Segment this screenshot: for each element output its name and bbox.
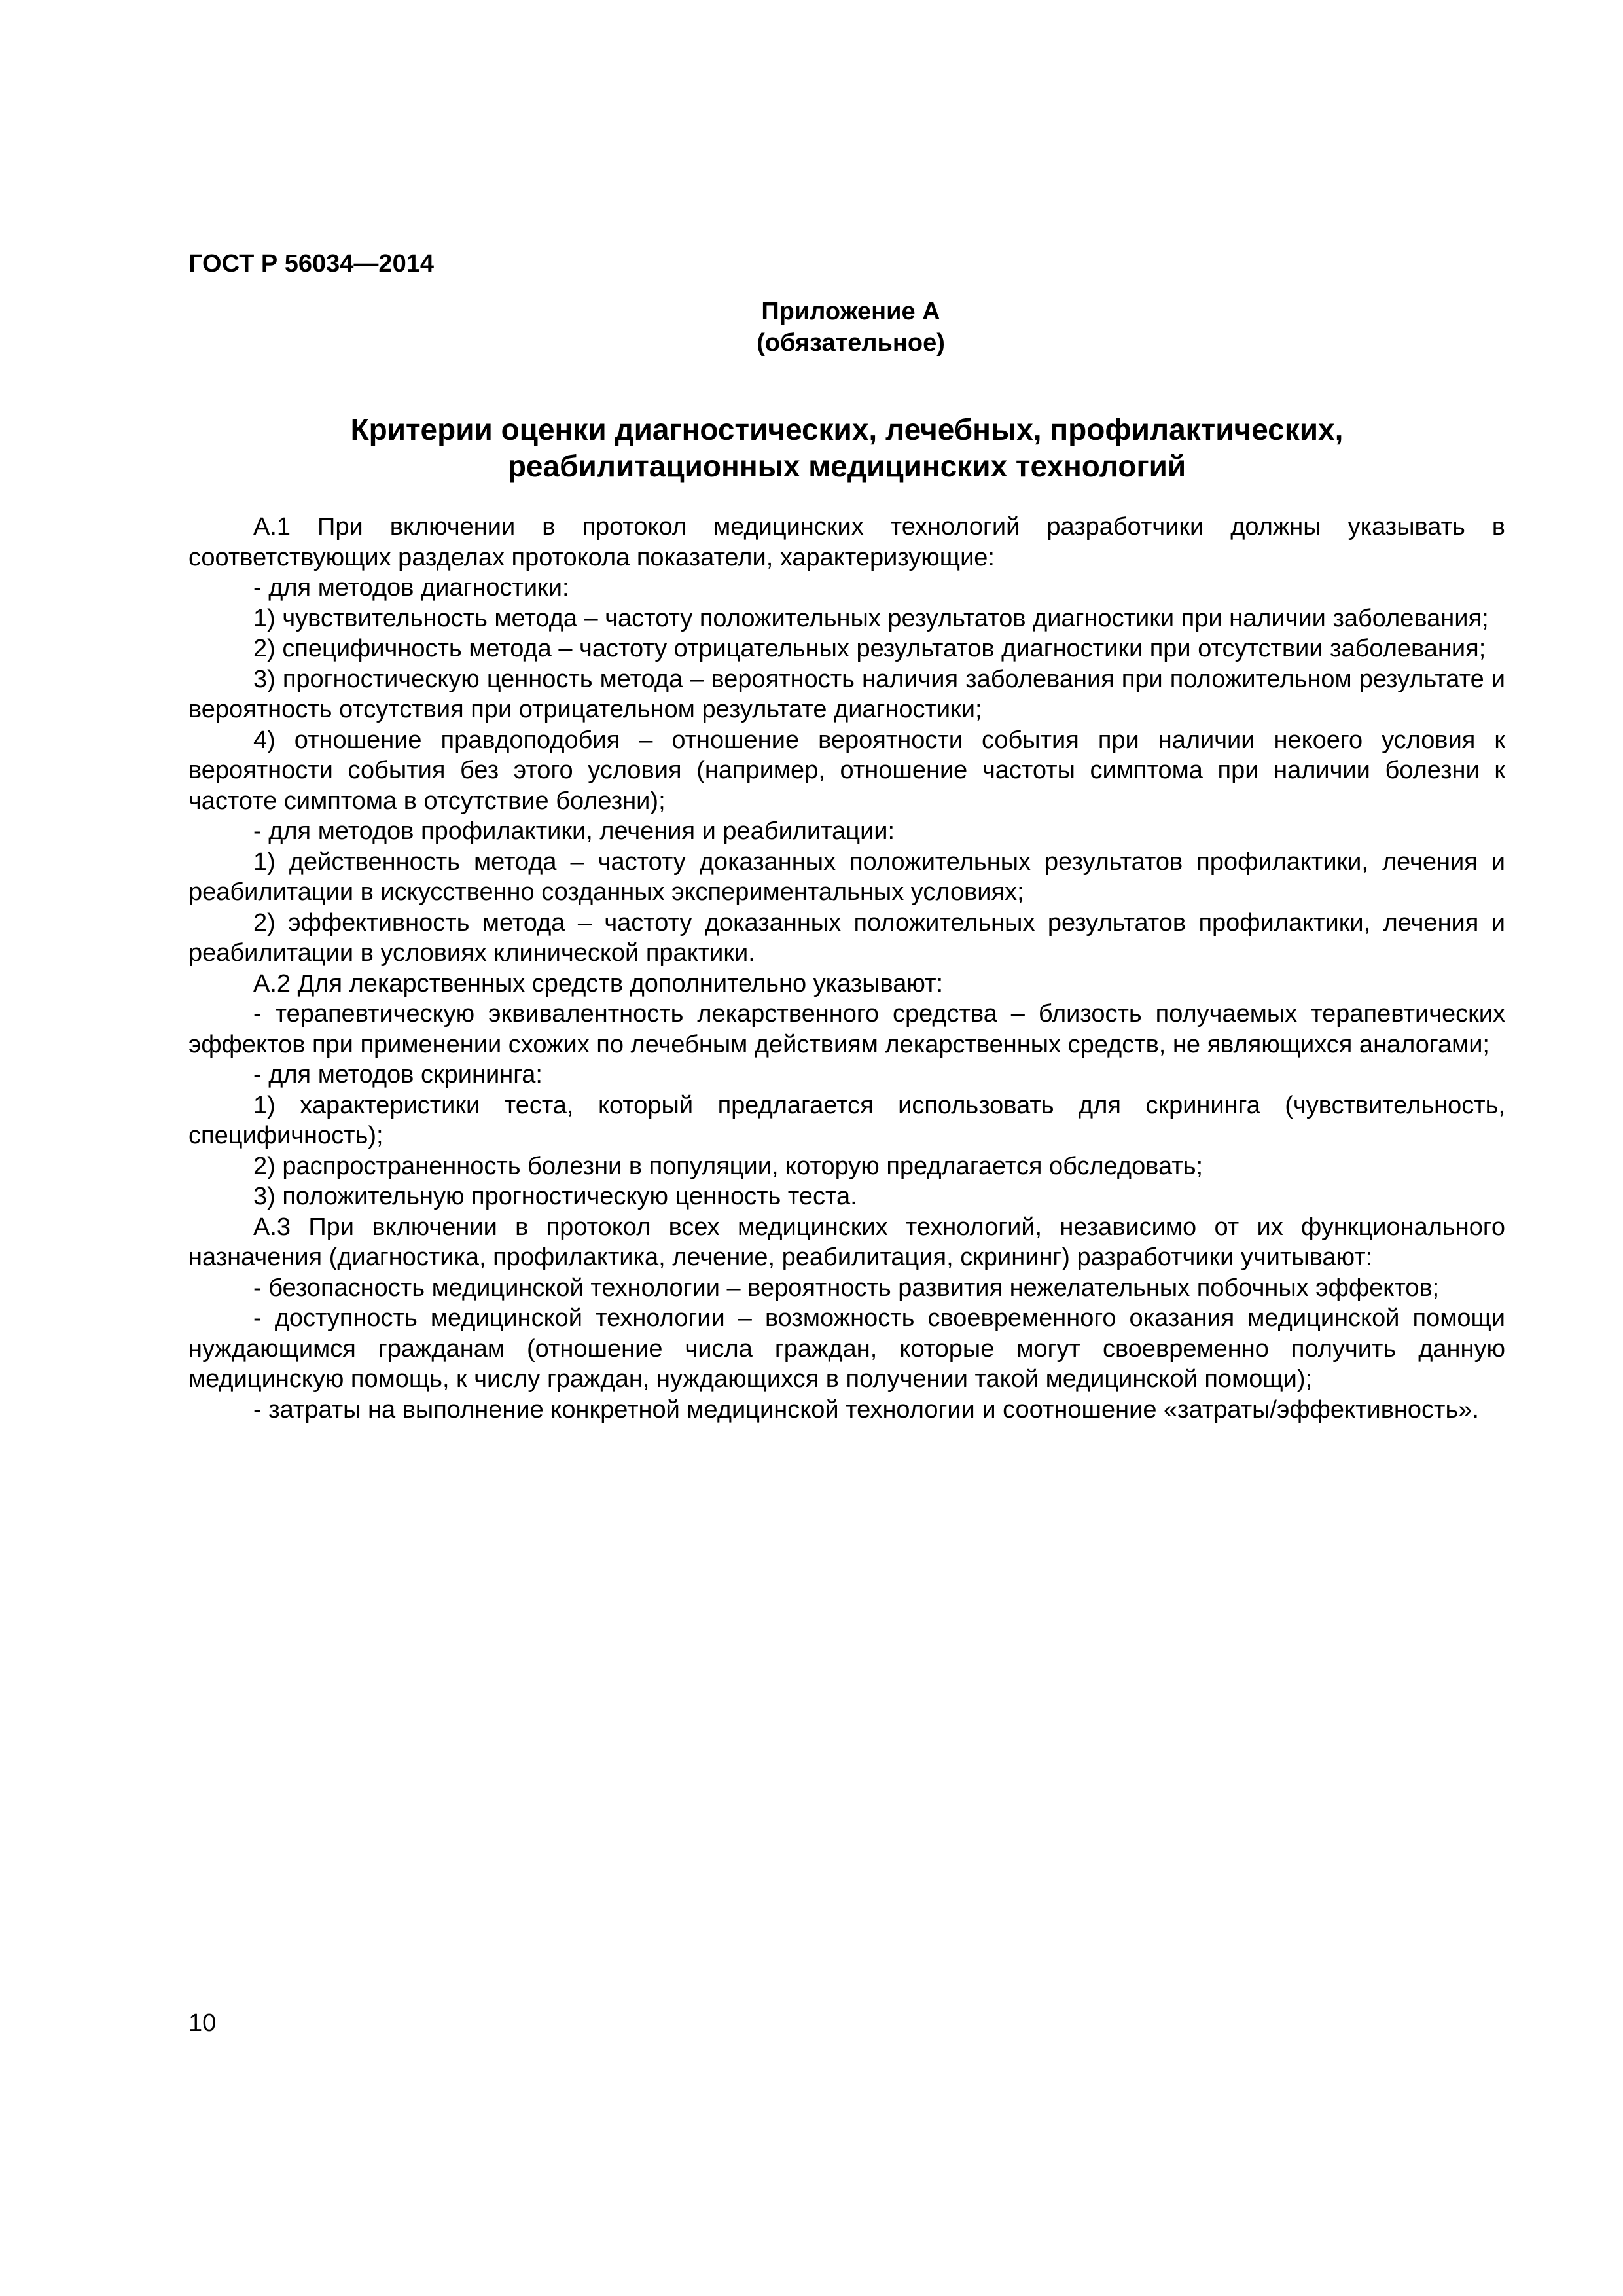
appendix-status: (обязательное) [757, 329, 945, 357]
appendix-title-line-2: реабилитационных медицинских технологий [507, 449, 1186, 483]
paragraph-a1-intro: А.1 При включении в протокол медицинских технологий разработчики должны указывать в соответствующих разделах протокола показатели, характеризующие: [188, 513, 1505, 571]
paragraph-prevention-heading: - для методов профилактики, лечения и реабилитации: [253, 817, 895, 845]
paragraph-a3-intro: А.3 При включении в протокол всех медицинских технологий, независимо от их функционального назначения (диагностика, профилактика, лечение, реабилитация, скрининг) разработчики учитывают: [188, 1213, 1505, 1271]
paragraph-likelihood-ratio: 4) отношение правдоподобия – отношение вероятности события при наличии некоего условия к вероятности события без этого условия (например, отношение частоты симптома при наличии болезни к частоте симптома в отсутствие болезни); [188, 726, 1505, 815]
body-text [188, 512, 1505, 1425]
paragraph-prevalence: 2) распространенность болезни в популяции, которую предлагается обследовать; [253, 1152, 1204, 1180]
page-number: 10 [188, 2009, 217, 2037]
paragraph-diagnostics-heading: - для методов диагностики: [253, 574, 569, 601]
paragraph-safety: - безопасность медицинской технологии – вероятность развития нежелательных побочных эффектов; [253, 1274, 1440, 1302]
paragraph-sensitivity: 1) чувствительность метода – частоту положительных результатов диагностики при наличии заболевания; [253, 604, 1489, 632]
paragraph-predictive-value: 3) прогностическую ценность метода – вероятность наличия заболевания при положительном результате и вероятность отсутствия при отрицательном результате диагностики; [188, 665, 1505, 723]
paragraph-screening-heading: - для методов скрининга: [253, 1061, 543, 1088]
appendix-title-line-1: Критерии оценки диагностических, лечебных, профилактических, [350, 412, 1344, 446]
paragraph-therapeutic-equivalence: - терапевтическую эквивалентность лекарственного средства – близость получаемых терапевтических эффектов при применении схожих по лечебным действиям лекарственных средств, не являющихся аналогами; [188, 1000, 1505, 1058]
paragraph-test-characteristics: 1) характеристики теста, который предлагается использовать для скрининга (чувствительность, специфичность); [188, 1091, 1505, 1149]
appendix-title [188, 411, 1505, 484]
document-code: ГОСТ Р 56034—2014 [188, 250, 434, 278]
paragraph-specificity: 2) специфичность метода – частоту отрицательных результатов диагностики при отсутствии заболевания; [253, 635, 1486, 662]
paragraph-a2-intro: А.2 Для лекарственных средств дополнительно указывают: [253, 969, 944, 997]
appendix-label: Приложение А [761, 298, 940, 325]
paragraph-costs: - затраты на выполнение конкретной медицинской технологии и соотношение «затраты/эффективность». [253, 1395, 1479, 1424]
paragraph-effectiveness: 2) эффективность метода – частоту доказанных положительных результатов профилактики, лечения и реабилитации в условиях клинической практики. [188, 908, 1505, 967]
paragraph-positive-predictive-value: 3) положительную прогностическую ценность теста. [253, 1183, 857, 1210]
paragraph-accessibility: - доступность медицинской технологии – возможность своевременного оказания медицинской помощи нуждающимся гражданам (отношение числа граждан, которые могут своевременно получить данную медицинскую помощь, к числу граждан, нуждающихся в получении такой медицинской помощи); [188, 1304, 1505, 1393]
paragraph-efficacy: 1) действенность метода – частоту доказанных положительных результатов профилактики, лечения и реабилитации в искусственно созданных экспериментальных условиях; [188, 848, 1505, 906]
